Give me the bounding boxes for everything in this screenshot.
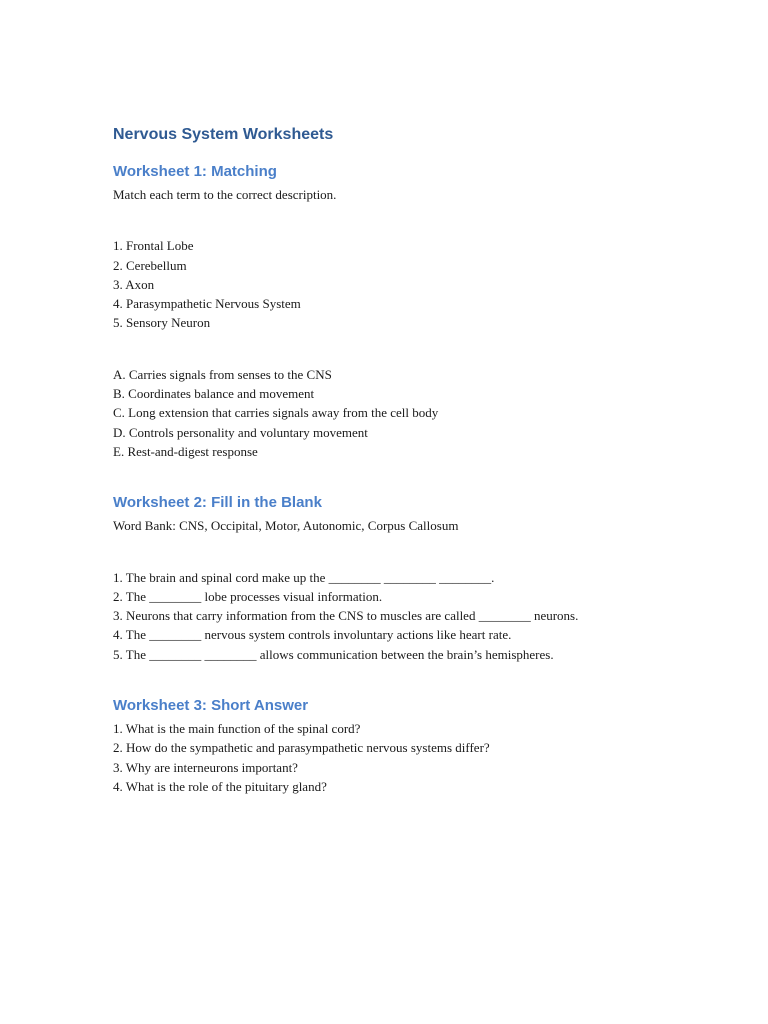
worksheet-3-section — [113, 696, 713, 796]
matching-terms-list — [113, 236, 713, 332]
worksheet-2-section — [113, 493, 713, 664]
list-item: 3. Why are interneurons important? — [113, 759, 298, 775]
list-item: 2. The ________ lobe processes visual information. — [113, 588, 383, 604]
list-item: C. Long extension that carries signals away from the cell body — [113, 405, 439, 421]
worksheet-1-section — [113, 162, 713, 461]
list-item: 2. How do the sympathetic and parasympathetic nervous systems differ? — [113, 740, 490, 756]
worksheet-document — [113, 124, 713, 796]
list-item: 2. Cerebellum — [113, 257, 187, 273]
word-bank: Word Bank: CNS, Occipital, Motor, Autonomic, Corpus Callosum — [113, 518, 459, 534]
list-item: A. Carries signals from senses to the CNS — [113, 366, 332, 382]
list-item: 1. Frontal Lobe — [113, 238, 194, 254]
matching-descriptions-list — [113, 365, 713, 461]
list-item: 4. What is the role of the pituitary gland? — [113, 778, 327, 794]
short-answer-list — [113, 719, 713, 796]
list-item: 3. Axon — [113, 276, 155, 292]
list-item: 3. Neurons that carry information from the CNS to muscles are called ________ neurons. — [113, 608, 579, 624]
worksheet-1-heading: Worksheet 1: Matching — [113, 163, 277, 180]
list-item: 5. Sensory Neuron — [113, 315, 211, 331]
list-item: B. Coordinates balance and movement — [113, 386, 315, 402]
list-item: 4. The ________ nervous system controls involuntary actions like heart rate. — [113, 627, 512, 643]
fill-in-blank-list — [113, 568, 713, 664]
worksheet-3-heading: Worksheet 3: Short Answer — [113, 697, 309, 715]
worksheet-1-instruction: Match each term to the correct description. — [113, 187, 337, 202]
worksheet-2-heading: Worksheet 2: Fill in the Blank — [113, 494, 322, 512]
list-item: 1. What is the main function of the spinal cord? — [113, 721, 361, 737]
list-item: E. Rest-and-digest response — [113, 443, 258, 459]
document-title: Nervous System Worksheets — [113, 126, 334, 143]
list-item: 5. The ________ ________ allows communication between the brain’s hemispheres. — [113, 646, 554, 662]
list-item: D. Controls personality and voluntary movement — [113, 424, 368, 440]
list-item: 1. The brain and spinal cord make up the ________ ________ ________. — [113, 569, 495, 585]
list-item: 4. Parasympathetic Nervous System — [113, 296, 301, 312]
